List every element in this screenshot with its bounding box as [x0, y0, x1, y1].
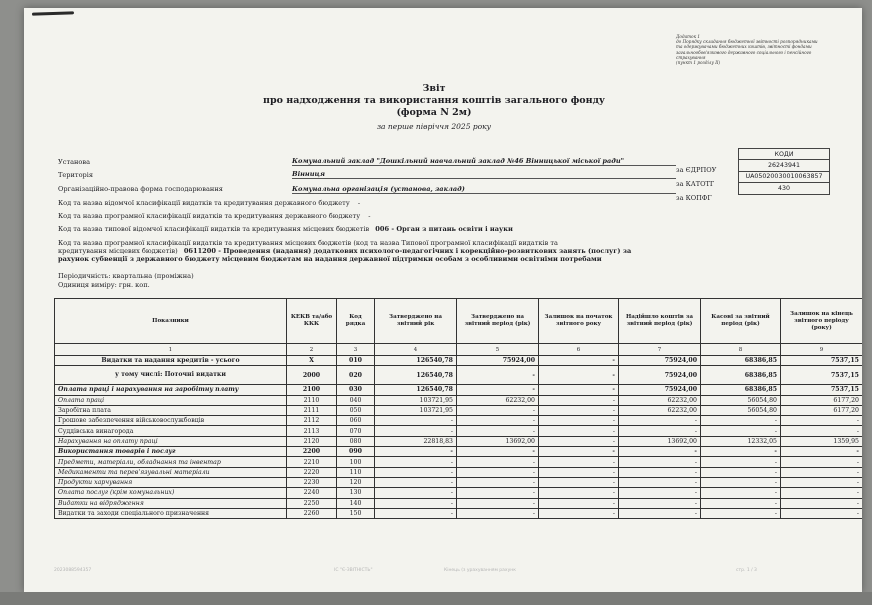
table-cell: -: [781, 416, 863, 426]
table-cell: -: [539, 356, 619, 366]
table-cell: -: [457, 457, 539, 467]
appendix-note: [676, 34, 856, 65]
table-cell: X: [287, 356, 337, 366]
column-header: Затверджено на звітний рік: [375, 299, 457, 344]
table-cell: 7537,15: [781, 356, 863, 366]
table-cell: -: [539, 436, 619, 446]
column-number: 4: [375, 344, 457, 356]
table-row: [55, 395, 863, 405]
institution-label: Установа: [58, 158, 91, 166]
title-line: про надходження та використання коштів загального фонду: [263, 95, 605, 106]
table-row: [55, 426, 863, 436]
appendix-line: до Порядку складання бюджетної звітності розпорядниками: [676, 39, 818, 45]
table-cell: -: [457, 488, 539, 498]
table-cell: -: [781, 467, 863, 477]
table-cell: -: [781, 447, 863, 457]
table-cell: 2111: [287, 405, 337, 415]
column-number-row: [55, 344, 863, 356]
table-cell: -: [619, 477, 701, 487]
table-cell: -: [457, 508, 539, 518]
table-cell: 7537,15: [781, 366, 863, 385]
table-cell: 75924,00: [619, 356, 701, 366]
table-cell: 13692,00: [619, 436, 701, 446]
column-number: 2: [287, 344, 337, 356]
territory-value: Вінниця: [292, 170, 676, 179]
table-row: [55, 457, 863, 467]
row-label: Продукти харчування: [55, 477, 287, 487]
table-cell: 040: [337, 395, 375, 405]
table-cell: -: [781, 477, 863, 487]
row-label: Видатки та заходи спеціального призначення: [55, 508, 287, 518]
table-cell: 070: [337, 426, 375, 436]
table-cell: 126540,78: [375, 366, 457, 385]
edrpou-label: за ЄДРПОУ: [676, 166, 717, 174]
row-label: Суддівська винагорода: [55, 426, 287, 436]
table-cell: -: [539, 447, 619, 457]
table-cell: -: [457, 385, 539, 395]
table-cell: 7537,15: [781, 385, 863, 395]
footer-page: стр. 1 / 3: [736, 568, 757, 573]
table-row: [55, 508, 863, 518]
table-cell: 62232,00: [457, 395, 539, 405]
table-cell: 060: [337, 416, 375, 426]
table-cell: -: [375, 447, 457, 457]
periodicity: Періодичність: квартальна (проміжна): [58, 272, 194, 280]
table-cell: -: [375, 508, 457, 518]
table-row: [55, 366, 863, 385]
title-line: Звіт: [422, 83, 446, 94]
appendix-line: загальнообов'язкового державного соціального і пенсійного: [676, 49, 812, 55]
row-label: Оплата праці і нарахування на заробітну плату: [55, 385, 287, 395]
footer-system: ІС "Є-ЗВІТНІСТЬ": [334, 568, 373, 573]
table-cell: 22818,83: [375, 436, 457, 446]
institution-value: Комунальний заклад "Дошкільний навчальний заклад №46 Вінницької міської ради": [292, 157, 676, 166]
table-cell: -: [457, 498, 539, 508]
footer-note: Кінець (з урахуванням рахунк: [444, 568, 516, 573]
table-cell: -: [539, 508, 619, 518]
table-row: [55, 488, 863, 498]
legal-form-label: Організаційно-правова форма господарювання: [58, 185, 223, 193]
kopfg-label: за КОПФГ: [676, 194, 712, 202]
table-cell: 2240: [287, 488, 337, 498]
table-cell: -: [619, 488, 701, 498]
table-cell: -: [457, 405, 539, 415]
table-cell: 130: [337, 488, 375, 498]
table-cell: -: [781, 498, 863, 508]
table-cell: 2250: [287, 498, 337, 508]
column-number: 9: [781, 344, 863, 356]
table-cell: 75924,00: [619, 366, 701, 385]
table-cell: -: [619, 426, 701, 436]
column-number: 1: [55, 344, 287, 356]
table-cell: -: [781, 508, 863, 518]
table-cell: 010: [337, 356, 375, 366]
table-cell: 100: [337, 457, 375, 467]
footer-id: 2023088594357: [54, 568, 92, 573]
territory-label: Територія: [58, 171, 94, 179]
table-row: [55, 477, 863, 487]
unit: Одиниця виміру: грн. коп.: [58, 281, 150, 289]
local-prog-line2: [58, 247, 631, 255]
table-cell: -: [781, 488, 863, 498]
title-line: (форма N 2м): [396, 107, 472, 118]
prog-classification-value: -: [368, 212, 371, 220]
local-prog-value: 0611200 - Проведення (надання) додаткових психолого-педагогічних і корекційно-розвиткових занять (послуг) за: [183, 247, 632, 255]
row-label: у тому числі: Поточні видатки: [55, 366, 287, 385]
table-cell: 2100: [287, 385, 337, 395]
table-cell: -: [701, 426, 781, 436]
row-label: Використання товарів і послуг: [55, 447, 287, 457]
column-header: Надійшло коштів за звітний період (рік): [619, 299, 701, 344]
table-cell: 2000: [287, 366, 337, 385]
table-cell: -: [375, 426, 457, 436]
row-label: Заробітна плата: [55, 405, 287, 415]
report-title: [204, 83, 664, 133]
table-cell: 150: [337, 508, 375, 518]
table-cell: -: [457, 426, 539, 436]
appendix-line: Додаток 1: [676, 34, 701, 39]
table-cell: 68386,85: [701, 356, 781, 366]
local-prog-label: кредитування місцевих бюджетів): [58, 247, 178, 255]
table-cell: -: [375, 477, 457, 487]
table-cell: -: [457, 366, 539, 385]
table-cell: -: [701, 457, 781, 467]
table-cell: 75924,00: [457, 356, 539, 366]
table-cell: 2112: [287, 416, 337, 426]
pen-mark: [32, 11, 74, 15]
column-header: КЕКВ та/або ККК: [287, 299, 337, 344]
table-cell: 6177,20: [781, 395, 863, 405]
table-cell: -: [539, 395, 619, 405]
table-cell: -: [539, 477, 619, 487]
table-cell: 12332,05: [701, 436, 781, 446]
table-cell: -: [375, 416, 457, 426]
column-number: 7: [619, 344, 701, 356]
local-prog-value2: рахунок субвенції з державного бюджету місцевим бюджетам на надання державної підтримки особам з особливими освітніми потребами: [58, 255, 602, 263]
table-cell: 56054,80: [701, 405, 781, 415]
column-header: Показники: [55, 299, 287, 344]
table-cell: -: [619, 457, 701, 467]
table-row: [55, 436, 863, 446]
table-row: [55, 385, 863, 395]
table-cell: 62232,00: [619, 405, 701, 415]
column-number: 8: [701, 344, 781, 356]
column-number: 6: [539, 344, 619, 356]
table-cell: -: [701, 508, 781, 518]
table-row: [55, 405, 863, 415]
column-number: 3: [337, 344, 375, 356]
table-cell: -: [619, 508, 701, 518]
table-cell: -: [539, 457, 619, 467]
table-cell: -: [701, 498, 781, 508]
table-cell: 13692,00: [457, 436, 539, 446]
table-cell: -: [375, 467, 457, 477]
prog-classification: [58, 212, 370, 220]
table-cell: -: [375, 457, 457, 467]
table-cell: -: [619, 416, 701, 426]
appendix-line: та одержувачами бюджетних коштів, звітності фондами: [676, 44, 812, 50]
column-number: 5: [457, 344, 539, 356]
table-row: [55, 467, 863, 477]
table-cell: -: [539, 405, 619, 415]
table-row: [55, 416, 863, 426]
table-cell: -: [539, 467, 619, 477]
dept-classification-label: Код та назва відомчої класифікації видатків та кредитування державного бюджету: [58, 199, 350, 207]
table-cell: -: [701, 467, 781, 477]
edrpou-code: 26243941: [739, 160, 830, 171]
local-prog-line1: Код та назва програмної класифікації видатків та кредитування місцевих бюджетів (код та назва Типової програмної класифікації видатків та: [58, 239, 558, 247]
table-cell: -: [457, 447, 539, 457]
table-cell: 1359,95: [781, 436, 863, 446]
table-row: [55, 447, 863, 457]
table-cell: 2220: [287, 467, 337, 477]
appendix-line: (пункт 1 розділу II): [676, 60, 721, 66]
column-header: Залишок на початок звітного року: [539, 299, 619, 344]
table-cell: 030: [337, 385, 375, 395]
table-cell: 103721,95: [375, 395, 457, 405]
background-surface: [0, 592, 872, 605]
table-cell: 2110: [287, 395, 337, 405]
table-cell: 2260: [287, 508, 337, 518]
table-cell: 68386,85: [701, 366, 781, 385]
table-cell: -: [781, 426, 863, 436]
table-cell: 050: [337, 405, 375, 415]
table-cell: -: [619, 447, 701, 457]
table-cell: -: [619, 467, 701, 477]
row-label: Оплата послуг (крім комунальних): [55, 488, 287, 498]
row-label: Видатки на відрядження: [55, 498, 287, 508]
table-cell: 2113: [287, 426, 337, 436]
table-cell: 126540,78: [375, 385, 457, 395]
table-cell: -: [539, 385, 619, 395]
table-cell: -: [701, 477, 781, 487]
table-cell: 090: [337, 447, 375, 457]
table-cell: -: [701, 447, 781, 457]
row-label: Нарахування на оплату праці: [55, 436, 287, 446]
typical-classification: [58, 225, 513, 233]
katottg-label: за КАТОТГ: [676, 180, 715, 188]
report-period: за перше півріччя 2025 року: [376, 122, 492, 131]
column-header: Касові за звітний період (рік): [701, 299, 781, 344]
table-cell: -: [619, 498, 701, 508]
table-cell: 110: [337, 467, 375, 477]
column-header: Код рядка: [337, 299, 375, 344]
typical-classification-label: Код та назва типової відомчої класифікації видатків та кредитування місцевих бюджетів: [58, 225, 370, 233]
table-cell: -: [457, 467, 539, 477]
table-cell: 2210: [287, 457, 337, 467]
table-cell: -: [539, 488, 619, 498]
table-cell: 2120: [287, 436, 337, 446]
table-cell: -: [539, 498, 619, 508]
table-cell: 2230: [287, 477, 337, 487]
column-header: Затверджено на звітний період (рік): [457, 299, 539, 344]
report-table: [54, 298, 862, 519]
table-cell: -: [457, 477, 539, 487]
table-cell: -: [539, 366, 619, 385]
row-label: Предмети, матеріали, обладнання та інвентар: [55, 457, 287, 467]
table-cell: -: [375, 488, 457, 498]
dept-classification: [58, 199, 360, 207]
table-header-row: [55, 299, 863, 344]
typical-classification-value: 006 - Орган з питань освіти і науки: [375, 225, 513, 233]
codes-header: КОДИ: [739, 149, 830, 160]
row-label: Видатки та надання кредитів - усього: [55, 356, 287, 366]
appendix-line: страхування: [676, 54, 706, 60]
table-cell: -: [375, 498, 457, 508]
codes-table: [738, 148, 830, 195]
table-cell: 56054,80: [701, 395, 781, 405]
table-cell: 080: [337, 436, 375, 446]
table-cell: -: [781, 457, 863, 467]
row-label: Оплата праці: [55, 395, 287, 405]
column-header: Залишок на кінець звітного періоду (року): [781, 299, 863, 344]
row-label: Медикаменти та перев'язувальні матеріали: [55, 467, 287, 477]
dept-classification-value: -: [357, 199, 361, 207]
table-row: [55, 498, 863, 508]
katottg-code: UA05020030010063857: [739, 171, 830, 182]
legal-form-value: Комунальна організація (установа, заклад): [292, 185, 676, 194]
table-cell: 126540,78: [375, 356, 457, 366]
table-cell: -: [701, 416, 781, 426]
table-cell: -: [539, 416, 619, 426]
table-cell: 75924,00: [619, 385, 701, 395]
table-cell: 68386,85: [701, 385, 781, 395]
table-cell: 103721,95: [375, 405, 457, 415]
table-cell: 120: [337, 477, 375, 487]
table-cell: 140: [337, 498, 375, 508]
table-cell: 6177,20: [781, 405, 863, 415]
document-page: [24, 8, 862, 592]
table-cell: 020: [337, 366, 375, 385]
table-cell: 62232,00: [619, 395, 701, 405]
table-cell: -: [539, 426, 619, 436]
prog-classification-label: Код та назва програмної класифікації видатків та кредитування державного бюджету: [58, 212, 361, 220]
table-cell: -: [701, 488, 781, 498]
table-row: [55, 356, 863, 366]
kopfg-code: 430: [739, 183, 830, 194]
table-cell: -: [457, 416, 539, 426]
table-cell: 2200: [287, 447, 337, 457]
row-label: Грошове забезпечення військовослужбовців: [55, 416, 287, 426]
